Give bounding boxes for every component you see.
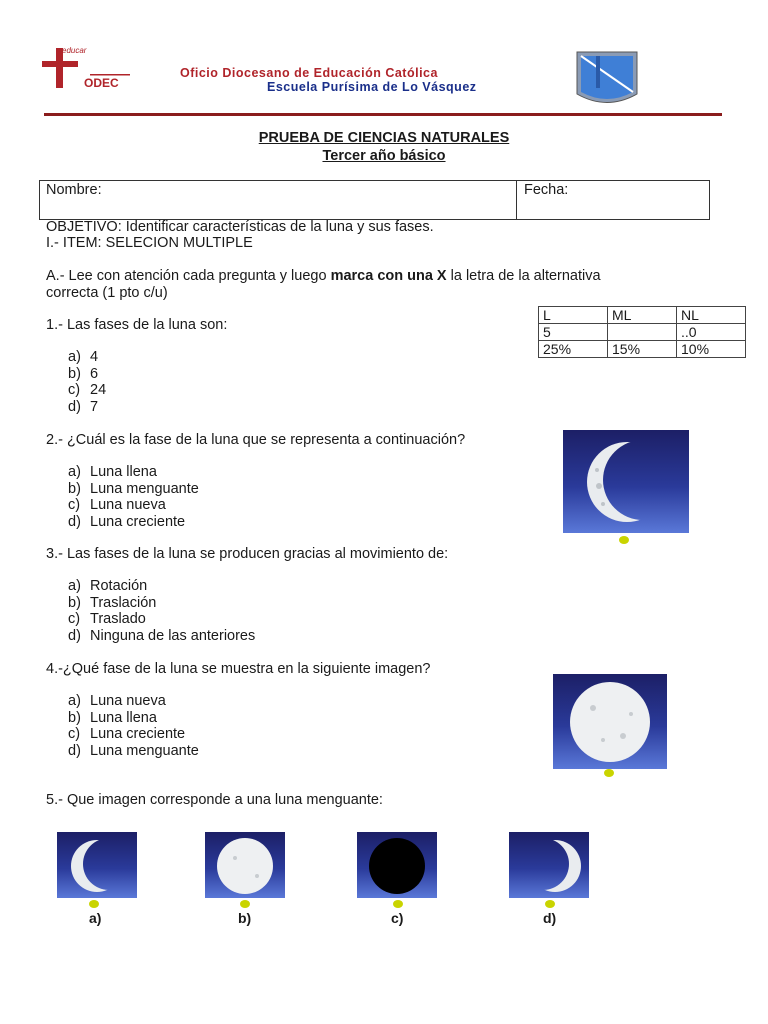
table-row [539, 341, 746, 358]
option-3a[interactable] [68, 578, 255, 595]
question-4-options [68, 693, 199, 759]
option-letter: c) [68, 497, 81, 513]
q5-caption-d: d) [543, 910, 557, 926]
q5-dot-a [89, 900, 99, 908]
option-text: Traslación [90, 594, 157, 611]
page-subtitle: Tercer año básico [322, 148, 446, 164]
q5-image-c[interactable] [357, 832, 437, 898]
option-text: Luna nueva [90, 497, 166, 513]
header-divider [44, 113, 722, 116]
option-text: Luna menguante [90, 742, 199, 759]
crescent-moon-icon [57, 832, 137, 898]
table-cell: 5 [539, 324, 608, 341]
option-4c[interactable] [68, 726, 199, 743]
question-1: 1.- Las fases de la luna son: [46, 317, 228, 333]
option-letter: a) [68, 578, 81, 594]
option-letter: d) [68, 742, 81, 759]
new-moon-icon [357, 832, 437, 898]
q5-caption-a: a) [89, 910, 102, 926]
question-3-options [68, 578, 255, 644]
option-text: Luna nueva [90, 693, 166, 709]
option-text: 6 [90, 365, 99, 382]
school-shield-icon [574, 49, 640, 109]
question-3: 3.- Las fases de la luna se producen gracias al movimiento de: [46, 546, 449, 562]
table-cell: ML [608, 307, 677, 324]
table-cell: 15% [608, 341, 677, 358]
table-cell: 25% [539, 341, 608, 358]
option-text: 24 [90, 382, 107, 398]
option-text: Luna llena [90, 464, 157, 480]
q5-image-b[interactable] [205, 832, 285, 898]
q5-caption-b: b) [238, 910, 252, 926]
crescent-moon-icon [509, 832, 589, 898]
option-text: 7 [90, 398, 99, 415]
table-cell: ..0 [677, 324, 746, 341]
option-1d[interactable] [68, 399, 106, 416]
option-letter: d) [68, 398, 81, 415]
q5-caption-c: c) [391, 910, 404, 926]
option-3d[interactable] [68, 628, 255, 645]
score-table [538, 306, 746, 358]
option-1c[interactable] [68, 382, 106, 399]
org-line-2: Escuela Purísima de Lo Vásquez [267, 80, 477, 94]
option-2a[interactable] [68, 464, 199, 481]
option-letter: b) [68, 709, 81, 726]
crescent-moon-icon [563, 430, 689, 533]
option-4b[interactable] [68, 710, 199, 727]
q5-dot-d [545, 900, 555, 908]
table-cell: 10% [677, 341, 746, 358]
option-1a[interactable] [68, 349, 106, 366]
option-letter: c) [68, 726, 81, 742]
option-letter: a) [68, 693, 81, 709]
option-letter: c) [68, 382, 81, 398]
option-3c[interactable] [68, 611, 255, 628]
instruction-post: la letra de la alternativa [446, 268, 601, 284]
option-text: Luna creciente [90, 726, 186, 742]
table-row [539, 307, 746, 324]
table-cell: NL [677, 307, 746, 324]
q5-dot-c [393, 900, 403, 908]
instruction-line-1 [46, 268, 722, 285]
name-field-label[interactable]: Nombre: [46, 182, 102, 198]
q4-moon-image [553, 674, 667, 769]
option-2b[interactable] [68, 481, 199, 498]
question-5: 5.- Que imagen corresponde a una luna menguante: [46, 792, 383, 808]
question-1-options [68, 349, 106, 415]
page-title: PRUEBA DE CIENCIAS NATURALES [258, 130, 510, 146]
instruction-line-2: correcta (1 pto c/u) [46, 285, 168, 301]
q5-image-a[interactable] [57, 832, 137, 898]
option-4a[interactable] [68, 693, 199, 710]
full-moon-icon [553, 674, 667, 769]
option-letter: d) [68, 627, 81, 644]
instruction-bold: marca con una X [330, 268, 447, 284]
question-4: 4.-¿Qué fase de la luna se muestra en la siguiente imagen? [46, 661, 431, 677]
option-text: 4 [90, 349, 99, 365]
option-letter: a) [68, 464, 81, 480]
option-letter: b) [68, 480, 81, 497]
question-2-options [68, 464, 199, 530]
option-letter: b) [68, 594, 81, 611]
q2-image-dot [619, 536, 629, 544]
option-text: Luna menguante [90, 480, 199, 497]
option-text: Rotación [90, 578, 148, 594]
q4-image-dot [604, 769, 614, 777]
option-2c[interactable] [68, 497, 199, 514]
option-text: Luna llena [90, 709, 157, 726]
q5-dot-b [240, 900, 250, 908]
table-cell: L [539, 307, 608, 324]
full-moon-icon [205, 832, 285, 898]
option-1b[interactable] [68, 366, 106, 383]
option-letter: c) [68, 611, 81, 627]
org-line-1: Oficio Diocesano de Educación Católica [180, 66, 438, 80]
question-2: 2.- ¿Cuál es la fase de la luna que se representa a continuación? [46, 432, 466, 448]
date-field-label[interactable]: Fecha: [524, 182, 569, 198]
option-text: Traslado [90, 611, 146, 627]
option-text: Luna creciente [90, 513, 186, 530]
q2-moon-image [563, 430, 689, 533]
student-info-box [39, 180, 710, 220]
table-cell [608, 324, 677, 341]
info-box-divider [516, 181, 517, 219]
option-letter: d) [68, 513, 81, 530]
logo-top-text: educar [62, 46, 87, 55]
school-shield-logo [574, 49, 640, 109]
table-row [539, 324, 746, 341]
option-4d[interactable] [68, 743, 199, 760]
option-letter: b) [68, 365, 81, 382]
option-3b[interactable] [68, 595, 255, 612]
logo-text: ODEC [84, 76, 119, 90]
option-2d[interactable] [68, 514, 199, 531]
odec-logo [38, 44, 133, 94]
q5-image-d[interactable] [509, 832, 589, 898]
option-letter: a) [68, 349, 81, 365]
instruction-pre: A.- Lee con atención cada pregunta y luego [46, 268, 331, 284]
option-text: Ninguna de las anteriores [90, 627, 256, 644]
objective-text: OBJETIVO: Identificar características de la luna y sus fases. [46, 219, 434, 235]
item-heading: I.- ITEM: SELECION MULTIPLE [46, 235, 253, 251]
